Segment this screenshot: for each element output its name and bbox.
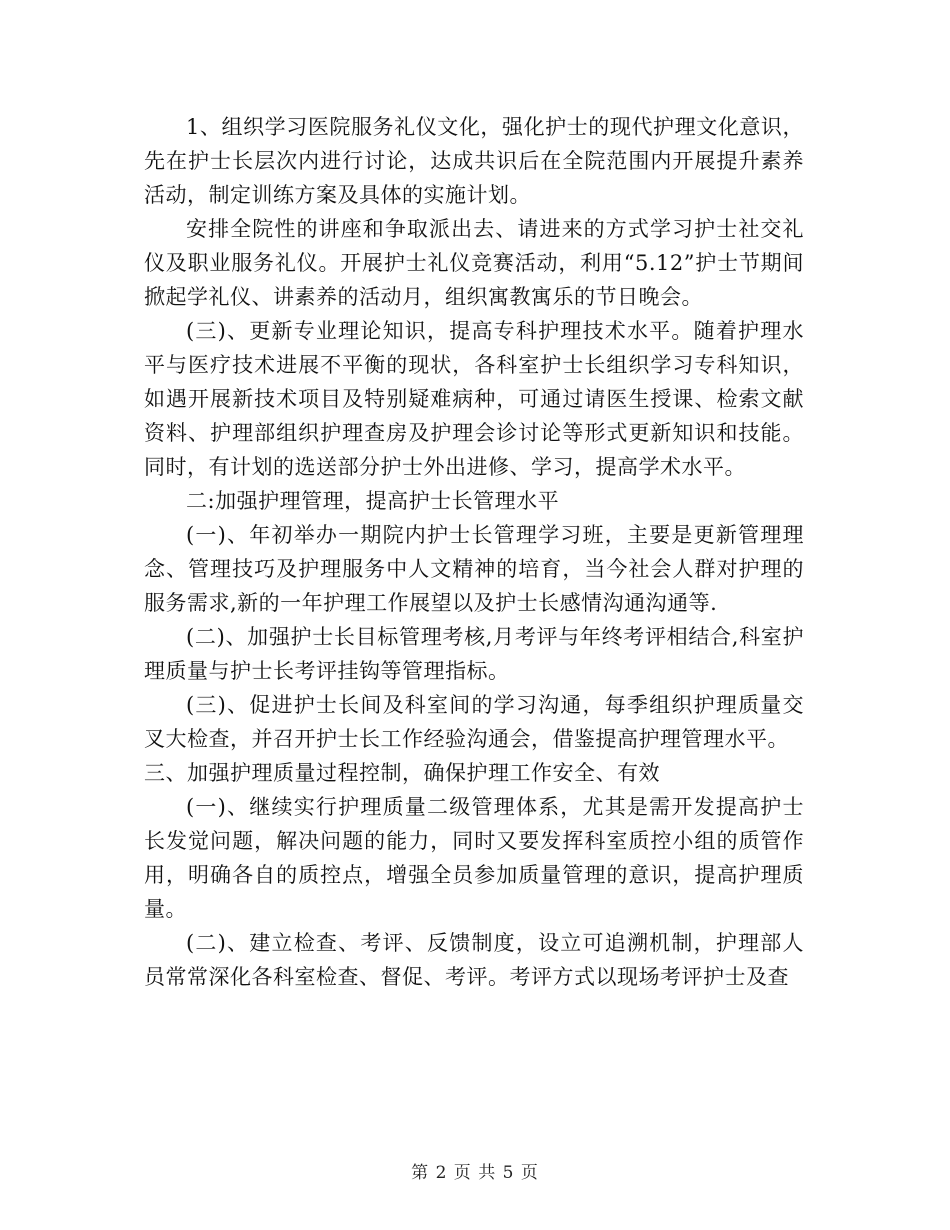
paragraph-5: (一)、年初举办一期院内护士长管理学习班，主要是更新管理理念、管理技巧及护理服务中人文精神的培育，当今社会人群对护理的服务需求,新的一年护理工作展望以及护士长感情沟通沟通等. xyxy=(144,523,804,615)
paragraph-1: 1、组织学习医院服务礼仪文化，强化护士的现代护理文化意识，先在护士长层次内进行讨论，达成共识后在全院范围内开展提升素养活动，制定训练方案及具体的实施计划。 xyxy=(144,115,804,207)
paragraph-6: (二)、加强护士长目标管理考核,月考评与年终考评相结合,科室护理质量与护士长考评挂钩等管理指标。 xyxy=(144,625,804,683)
section-heading-3: 三、加强护理质量过程控制，确保护理工作安全、有效 xyxy=(144,761,660,785)
paragraph-3: (三)、更新专业理论知识，提高专科护理技术水平。随着护理水平与医疗技术进展不平衡的现状，各科室护士长组织学习专科知识，如遇开展新技术项目及特别疑难病种，可通过请医生授课、检索文献资料、护理部组织护理查房及护理会诊讨论等形式更新知识和技能。同时，有计划的选送部分护士外出进修、学习，提高学术水平。 xyxy=(144,319,804,479)
page-number-footer: 第 2 页 共 5 页 xyxy=(411,1163,539,1183)
paragraph-2: 安排全院性的讲座和争取派出去、请进来的方式学习护士社交礼仪及职业服务礼仪。开展护士礼仪竞赛活动，利用“5.12”护士节期间掀起学礼仪、讲素养的活动月，组织寓教寓乐的节日晚会。 xyxy=(144,217,804,309)
paragraph-10: (二)、建立检查、考评、反馈制度，设立可追溯机制，护理部人员常常深化各科室检查、督促、考评。考评方式以现场考评护士及查 xyxy=(144,931,804,989)
document-body xyxy=(144,110,804,994)
paragraph-7: (三)、促进护士长间及科室间的学习沟通，每季组织护理质量交叉大检查，并召开护士长工作经验沟通会，借鉴提高护理管理水平。 xyxy=(144,693,804,751)
paragraph-9: (一)、继续实行护理质量二级管理体系，尤其是需开发提高护士长发觉问题，解决问题的能力，同时又要发挥科室质控小组的质管作用，明确各自的质控点，增强全员参加质量管理的意识，提高护理质量。 xyxy=(144,795,804,921)
section-heading-2: 二:加强护理管理，提高护士长管理水平 xyxy=(186,489,560,513)
